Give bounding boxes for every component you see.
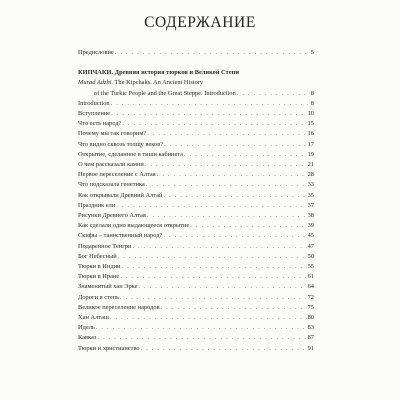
toc-entry-page: 33 <box>307 181 314 189</box>
toc-entry-page: 21 <box>307 161 314 169</box>
toc-entry-text: Почему мы так говорим? <box>78 130 147 138</box>
toc-entry-page: 35 <box>307 191 314 199</box>
toc-entry-text: Как сделали одно выдающееся открытие <box>78 222 190 230</box>
toc-leader-dots <box>97 333 306 343</box>
toc-entry-text: Бог Небесный <box>78 252 117 260</box>
toc-entry-page: 80 <box>307 314 314 322</box>
english-author: Murad Adzhi. <box>78 79 114 87</box>
toc-entry-page: 83 <box>307 324 314 332</box>
toc-leader-dots <box>237 89 310 99</box>
toc-entry-page: 87 <box>307 334 314 342</box>
toc-entry <box>78 211 314 221</box>
toc-entry <box>78 252 314 262</box>
toc-entry-preface <box>78 48 314 58</box>
toc-leader-dots <box>111 99 310 109</box>
toc-entry-page: 17 <box>307 140 314 148</box>
toc-entry-page: 8 <box>310 89 314 97</box>
toc-leader-dots <box>163 191 306 201</box>
toc-leader-dots <box>147 211 307 221</box>
toc-leader-dots <box>121 262 306 272</box>
toc-entry-page: 47 <box>307 242 314 250</box>
toc-entry <box>78 170 314 180</box>
toc-leader-dots <box>96 323 307 333</box>
toc-entry-text: Дороги в степь <box>78 293 119 301</box>
toc-entry <box>78 150 314 160</box>
toc-entry-text: О чем рассказали камни <box>78 161 144 169</box>
toc-entry <box>78 191 314 201</box>
toc-leader-dots <box>141 344 307 354</box>
toc-entry-page: 28 <box>307 171 314 179</box>
toc-entry-text: Что есть народ? <box>78 120 122 128</box>
toc-entry-page: 5 <box>310 49 314 56</box>
toc-entry <box>78 140 314 150</box>
toc-entry-page: 38 <box>307 212 314 220</box>
toc-leader-dots <box>146 180 307 190</box>
toc-leader-dots <box>164 140 307 150</box>
toc-leader-dots <box>163 231 306 241</box>
toc-entry <box>78 242 314 252</box>
toc-entry-text: Знаменитый хан Эрке <box>78 283 138 291</box>
english-title-part1: The Kipchaks. An Ancient History <box>114 79 204 87</box>
toc-entry-introduction <box>78 99 314 109</box>
toc-entry <box>78 231 314 241</box>
toc-entry <box>78 344 314 354</box>
toc-leader-dots <box>120 272 306 282</box>
toc-entry-page: 61 <box>307 273 314 281</box>
toc-leader-dots <box>120 293 307 303</box>
toc-entry-page: 45 <box>307 232 314 240</box>
toc-entry-page: 37 <box>307 201 314 209</box>
toc-leader-dots <box>111 109 306 119</box>
toc-entry <box>78 109 314 119</box>
toc-entry-text: Introduction <box>78 99 110 107</box>
toc-entry <box>78 180 314 190</box>
toc-entry-text: of the Turkic People and the Great Steppe. Introduction <box>94 89 236 97</box>
toc-entry-text: Что видно сквозь толщу веков? <box>78 140 164 148</box>
table-of-contents <box>78 48 314 354</box>
toc-entry-page: 50 <box>307 252 314 260</box>
section-heading: КИПЧАКИ. Древняя история тюрков и Великой Степи <box>78 69 240 77</box>
toc-leader-dots <box>110 313 307 323</box>
toc-entry <box>78 129 314 139</box>
toc-entry-text: Тюрки в Иране <box>78 273 120 281</box>
toc-entry-page: 16 <box>307 130 314 138</box>
toc-entry <box>78 293 314 303</box>
toc-entry <box>78 313 314 323</box>
toc-entry-text: Великое переселение народов <box>78 303 160 311</box>
toc-entry-text: Как открывали Древний Алтай <box>78 191 163 199</box>
toc-leader-dots <box>118 252 307 262</box>
toc-entry-text: Предисловие <box>78 49 114 56</box>
toc-entry-text: Хан Алташ <box>78 314 109 322</box>
toc-entry <box>78 333 314 343</box>
toc-entry-page: 10 <box>307 110 314 118</box>
toc-leader-dots <box>116 201 306 211</box>
toc-entry-page: 72 <box>307 293 314 301</box>
toc-entry-page: 55 <box>307 263 314 271</box>
toc-leader-dots <box>157 170 307 180</box>
toc-entry <box>78 272 314 282</box>
toc-leader-dots <box>138 282 306 292</box>
toc-entry-text: Открытие, сделанное в тиши кабинета <box>78 150 183 158</box>
english-title-line2 <box>78 89 314 99</box>
toc-entries-list <box>78 109 314 354</box>
toc-entry-text: Подаренное Тенгри <box>78 242 132 250</box>
toc-leader-dots <box>190 221 306 231</box>
toc-entry-text: Праздник ели <box>78 201 116 209</box>
toc-entry <box>78 323 314 333</box>
toc-entry <box>78 303 314 313</box>
toc-entry-text: Скифы – таинственный народ? <box>78 232 163 240</box>
toc-entry-page: 19 <box>307 150 314 158</box>
toc-leader-dots <box>122 119 306 129</box>
toc-entry-text: Вступление <box>78 110 111 118</box>
toc-leader-dots <box>147 129 306 139</box>
toc-leader-dots <box>132 242 306 252</box>
toc-entry <box>78 282 314 292</box>
toc-entry-text: Первое переселение с Алтая <box>78 171 156 179</box>
toc-entry-page: 75 <box>307 303 314 311</box>
toc-entry-text: Рисунки Древнего Алтая <box>78 212 146 220</box>
toc-entry-text: Кавказ <box>78 334 97 342</box>
toc-entry-page: 64 <box>307 283 314 291</box>
toc-entry-text: Идель <box>78 324 95 332</box>
toc-entry <box>78 262 314 272</box>
toc-entry <box>78 201 314 211</box>
toc-leader-dots <box>145 160 307 170</box>
english-title-line1 <box>78 78 314 88</box>
toc-entry-page: 91 <box>307 344 314 352</box>
toc-entry-page: 15 <box>307 120 314 128</box>
toc-entry <box>78 221 314 231</box>
toc-entry-text: Что подсказала генетика <box>78 181 145 189</box>
toc-leader-dots <box>161 303 307 313</box>
toc-entry-text: Тюрки в Индии <box>78 263 121 271</box>
toc-entry-page: 8 <box>310 99 314 107</box>
toc-leader-dots <box>184 150 307 160</box>
toc-entry <box>78 119 314 129</box>
page-title: СОДЕРЖАНИЕ <box>144 14 256 31</box>
toc-entry-page: 39 <box>307 222 314 230</box>
toc-entry <box>78 160 314 170</box>
toc-entry-text: Тюрки и христианство <box>78 344 140 352</box>
toc-leader-dots <box>115 48 310 58</box>
